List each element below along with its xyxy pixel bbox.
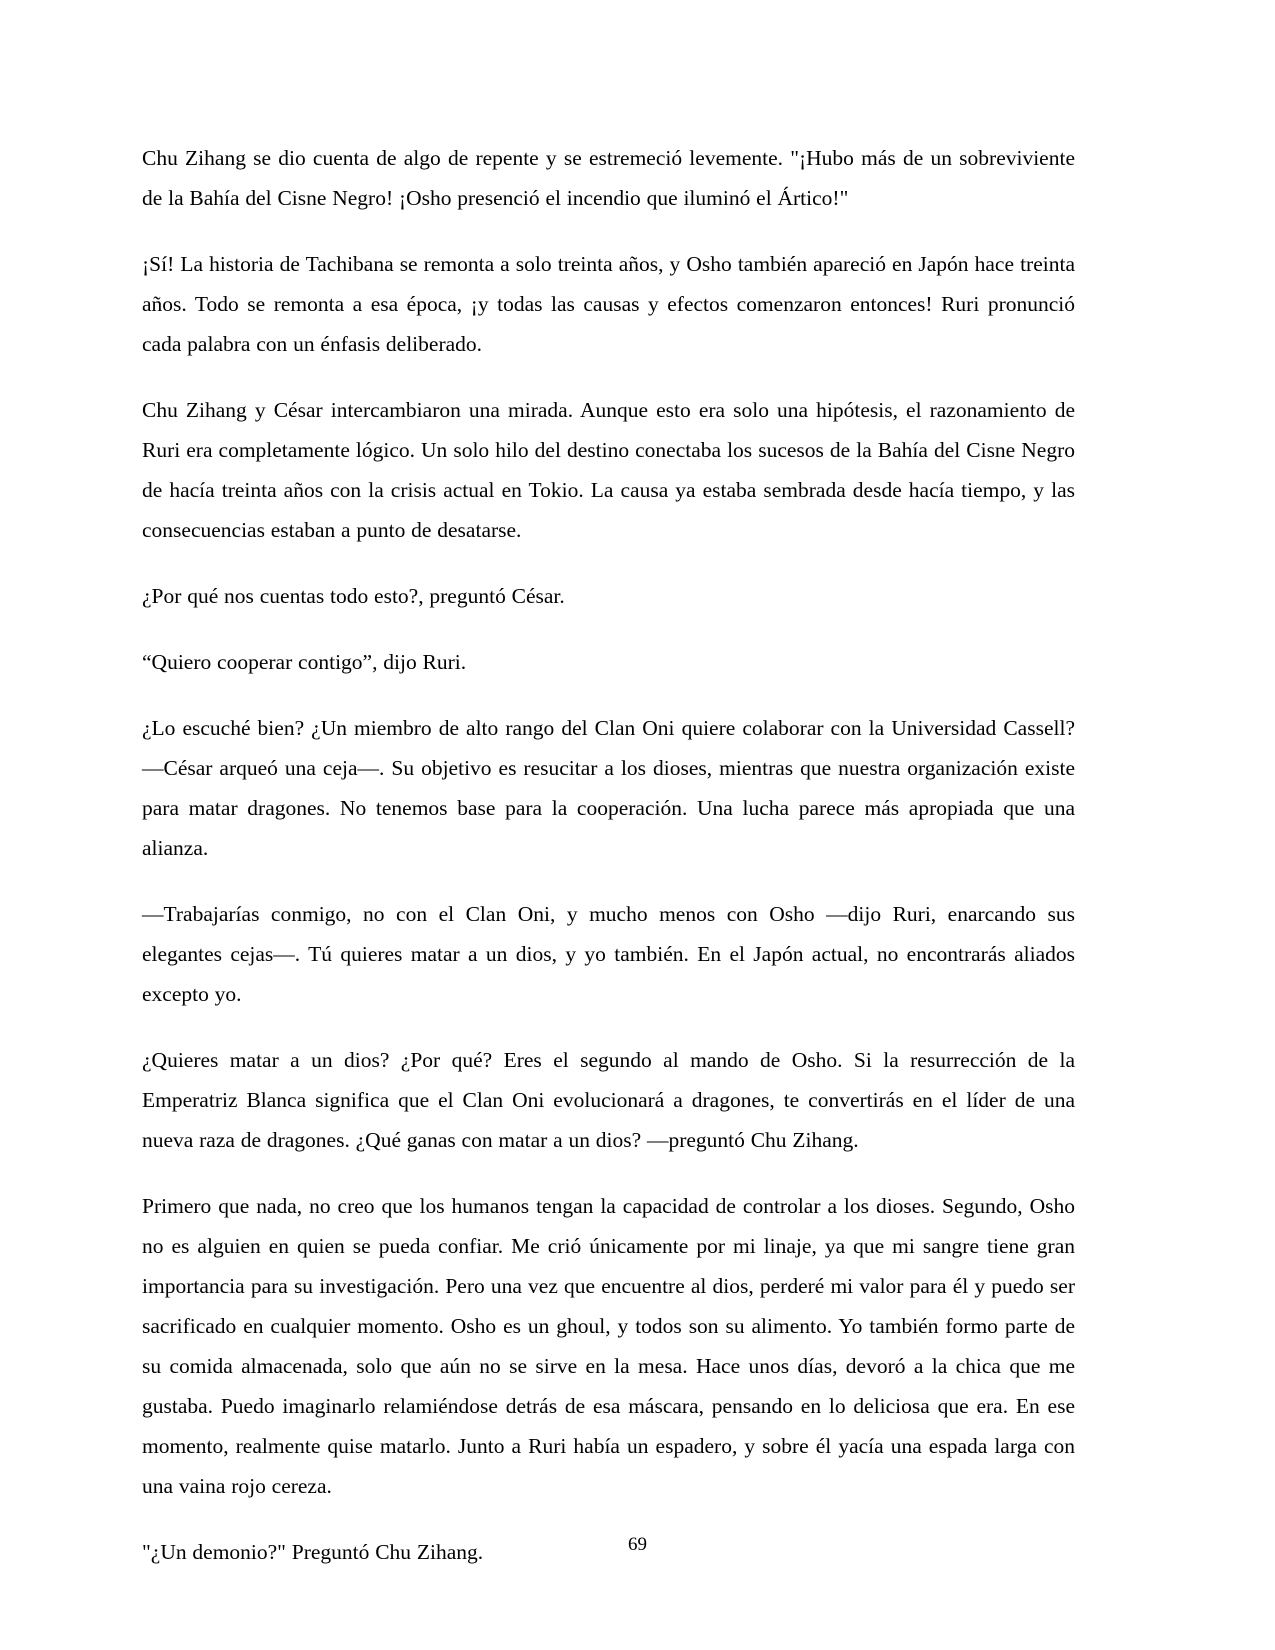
paragraph: —Trabajarías conmigo, no con el Clan Oni, y mucho menos con Osho —dijo Ruri, enarcando sus elegantes cejas—. Tú quieres matar a un dios, y yo también. En el Japón actual, no encontrarás aliados excepto yo.	[142, 902, 1075, 1006]
paragraph: ¡Sí! La historia de Tachibana se remonta a solo treinta años, y Osho también apareció en Japón hace treinta años. Todo se remonta a esa época, ¡y todas las causas y efectos comenzaron entonces! Ruri pronunció cada palabra con un énfasis deliberado.	[142, 252, 1075, 356]
paragraph: "¿Un demonio?" Preguntó Chu Zihang.	[142, 1540, 484, 1564]
paragraph: ¿Lo escuché bien? ¿Un miembro de alto rango del Clan Oni quiere colaborar con la Universidad Cassell? —César arqueó una ceja—. Su objetivo es resucitar a los dioses, mientras que nuestra organización existe para matar dragones. No tenemos base para la cooperación. Una lucha parece más apropiada que una alianza.	[142, 716, 1075, 860]
paragraph: ¿Por qué nos cuentas todo esto?, preguntó César.	[142, 584, 565, 608]
paragraph: Primero que nada, no creo que los humanos tengan la capacidad de controlar a los dioses. Segundo, Osho no es alguien en quien se pueda confiar. Me crió únicamente por mi linaje, ya que mi sangre tiene gran importancia para su investigación. Pero una vez que encuentre al dios, perderé mi valor para él y puedo ser sacrificado en cualquier momento. Osho es un ghoul, y todos son su alimento. Yo también formo parte de su comida almacenada, solo que aún no se sirve en la mesa. Hace unos días, devoró a la chica que me gustaba. Puedo imaginarlo relamiéndose detrás de esa máscara, pensando en lo deliciosa que era. En ese momento, realmente quise matarlo. Junto a Ruri había un espadero, y sobre él yacía una espada larga con una vaina rojo cereza.	[142, 1194, 1075, 1498]
paragraph: Chu Zihang y César intercambiaron una mirada. Aunque esto era solo una hipótesis, el razonamiento de Ruri era completamente lógico. Un solo hilo del destino conectaba los sucesos de la Bahía del Cisne Negro de hacía treinta años con la crisis actual en Tokio. La causa ya estaba sembrada desde hacía tiempo, y las consecuencias estaban a punto de desatarse.	[142, 398, 1075, 542]
page-number: 69	[628, 1534, 647, 1555]
paragraph: Chu Zihang se dio cuenta de algo de repente y se estremeció levemente. "¡Hubo más de un sobreviviente de la Bahía del Cisne Negro! ¡Osho presenció el incendio que iluminó el Ártico!"	[142, 146, 1075, 210]
paragraph: “Quiero cooperar contigo”, dijo Ruri.	[142, 650, 467, 674]
paragraph: ¿Quieres matar a un dios? ¿Por qué? Eres el segundo al mando de Osho. Si la resurrección de la Emperatriz Blanca significa que el Clan Oni evolucionará a dragones, te convertirás en el líder de una nueva raza de dragones. ¿Qué ganas con matar a un dios? —preguntó Chu Zihang.	[142, 1048, 1075, 1152]
body-text-column	[142, 138, 1075, 1572]
